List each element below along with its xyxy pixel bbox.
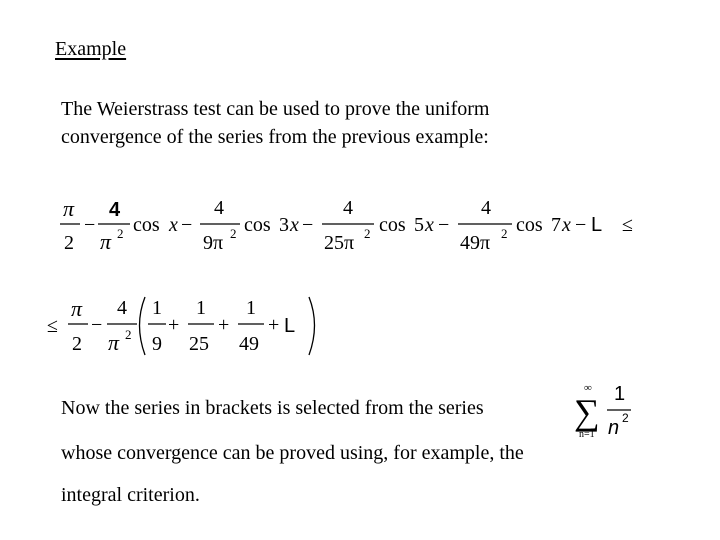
var-x: x [290, 214, 299, 236]
numerator-1: 1 [196, 297, 206, 319]
exponent-2: 2 [364, 226, 371, 241]
formula-line-2 [47, 296, 315, 355]
pi-symbol: π [71, 296, 83, 321]
denominator-25pi: 25π [324, 232, 355, 254]
var-x: x [425, 214, 434, 236]
conclusion-line-3: integral criterion. [61, 484, 200, 506]
var-x: x [169, 214, 178, 236]
right-parenthesis [309, 297, 315, 355]
denominator-49pi: 49π [460, 232, 491, 254]
minus-sign: − [302, 214, 314, 236]
example-heading: Example [55, 38, 127, 60]
plus-sign: + [268, 314, 280, 336]
denominator-49: 49 [239, 333, 259, 355]
numerator-4: 4 [214, 197, 224, 219]
minus-sign: − [575, 214, 587, 236]
conclusion-line-2: whose convergence can be proved using, for example, the [61, 442, 524, 464]
exponent-2: 2 [501, 226, 508, 241]
sum-formula [574, 382, 631, 440]
intro-line-2: convergence of the series from the previous example: [61, 126, 489, 148]
sum-exponent: 2 [622, 411, 629, 425]
numerator-1: 1 [246, 297, 256, 319]
sigma-symbol: ∑ [574, 392, 600, 432]
numerator-1: 1 [152, 297, 162, 319]
intro-line-1: The Weierstrass test can be used to prove the uniform [61, 98, 490, 120]
multiplier-3: 3 [279, 214, 289, 236]
exponent-2: 2 [125, 327, 132, 342]
formula-line-1 [60, 196, 633, 254]
minus-sign: − [181, 214, 193, 236]
multiplier-7: 7 [551, 214, 561, 236]
denominator-9: 9 [152, 333, 162, 355]
minus-sign: − [91, 314, 103, 336]
pi-symbol: π [108, 330, 120, 355]
plus-sign: + [168, 314, 180, 336]
denominator-2: 2 [72, 333, 82, 355]
less-equal-sign: ≤ [47, 315, 58, 337]
var-x: x [562, 214, 571, 236]
numerator-4: 4 [343, 197, 353, 219]
denominator-9pi: 9π [203, 232, 224, 254]
numerator-4: 4 [109, 199, 121, 221]
left-parenthesis [140, 297, 146, 355]
cos-label: cos [379, 214, 406, 236]
sum-numerator: 1 [614, 383, 626, 405]
pi-symbol: π [63, 196, 75, 221]
cos-label: cos [516, 214, 543, 236]
conclusion-line-1: Now the series in brackets is selected from the series [61, 397, 484, 419]
sum-lower-limit: n=1 [579, 429, 595, 440]
numerator-4: 4 [117, 297, 127, 319]
plus-sign: + [218, 314, 230, 336]
denominator-25: 25 [189, 333, 209, 355]
cos-label: cos [244, 214, 271, 236]
minus-sign: − [438, 214, 450, 236]
ellipsis-glyph: L [284, 315, 296, 337]
less-equal-sign: ≤ [622, 214, 633, 236]
exponent-2: 2 [230, 226, 237, 241]
numerator-4: 4 [481, 197, 491, 219]
minus-sign: − [84, 214, 96, 236]
cos-label: cos [133, 214, 160, 236]
multiplier-5: 5 [414, 214, 424, 236]
sum-upper-limit: ∞ [584, 382, 592, 394]
sum-denominator: n [608, 417, 620, 439]
pi-symbol: π [100, 229, 112, 254]
exponent-2: 2 [117, 226, 124, 241]
denominator-2: 2 [64, 232, 74, 254]
ellipsis-glyph: L [591, 214, 603, 236]
